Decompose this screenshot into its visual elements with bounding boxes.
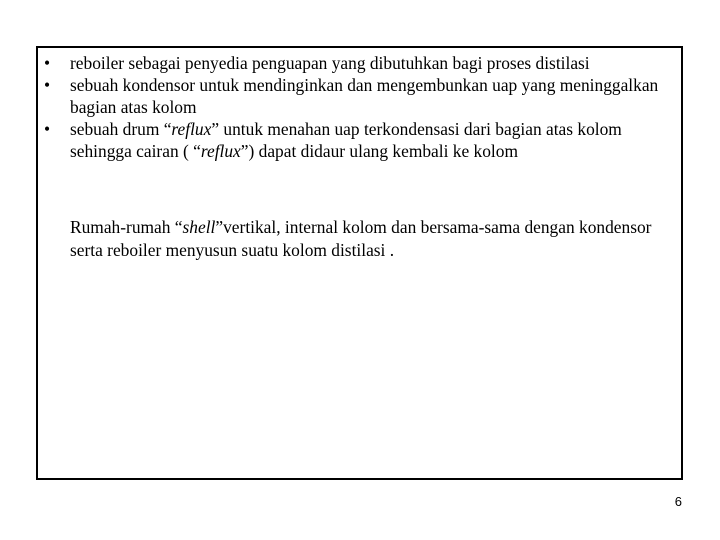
bullet-list <box>40 52 680 162</box>
bullet-marker: • <box>43 53 51 73</box>
bullet-marker: • <box>43 119 51 139</box>
paragraph-text-part: ”vertikal, internal kolom dan bersama-sama dengan kondensor serta reboiler menyusun suatu kolom distilasi . <box>70 217 652 260</box>
bullet-text: reboiler sebagai penyedia penguapan yang dibutuhkan bagi proses distilasi <box>70 53 590 73</box>
paragraph-text-part: Rumah-rumah “ <box>70 217 183 237</box>
bullet-item-drum-reflux <box>40 118 680 162</box>
summary-paragraph <box>70 216 680 262</box>
bullet-text-part: sebuah drum “ <box>70 119 172 139</box>
bullet-italic-term: reflux <box>200 141 241 161</box>
bullet-italic-term: reflux <box>171 119 212 139</box>
bullet-text-part: ”) dapat didaur ulang kembali ke kolom <box>240 141 518 161</box>
bullet-item-reboiler <box>40 52 680 74</box>
paragraph-italic-term: shell <box>182 217 216 237</box>
bullet-text-part: ” untuk menahan uap terkondensasi dari bagian atas kolom sehingga cairan ( “ <box>70 119 622 161</box>
page-number: 6 <box>674 494 682 509</box>
bullet-marker: • <box>43 75 51 95</box>
bullet-item-kondensor <box>40 74 680 118</box>
bullet-text: sebuah kondensor untuk mendinginkan dan mengembunkan uap yang meninggalkan bagian atas kolom <box>70 75 659 117</box>
